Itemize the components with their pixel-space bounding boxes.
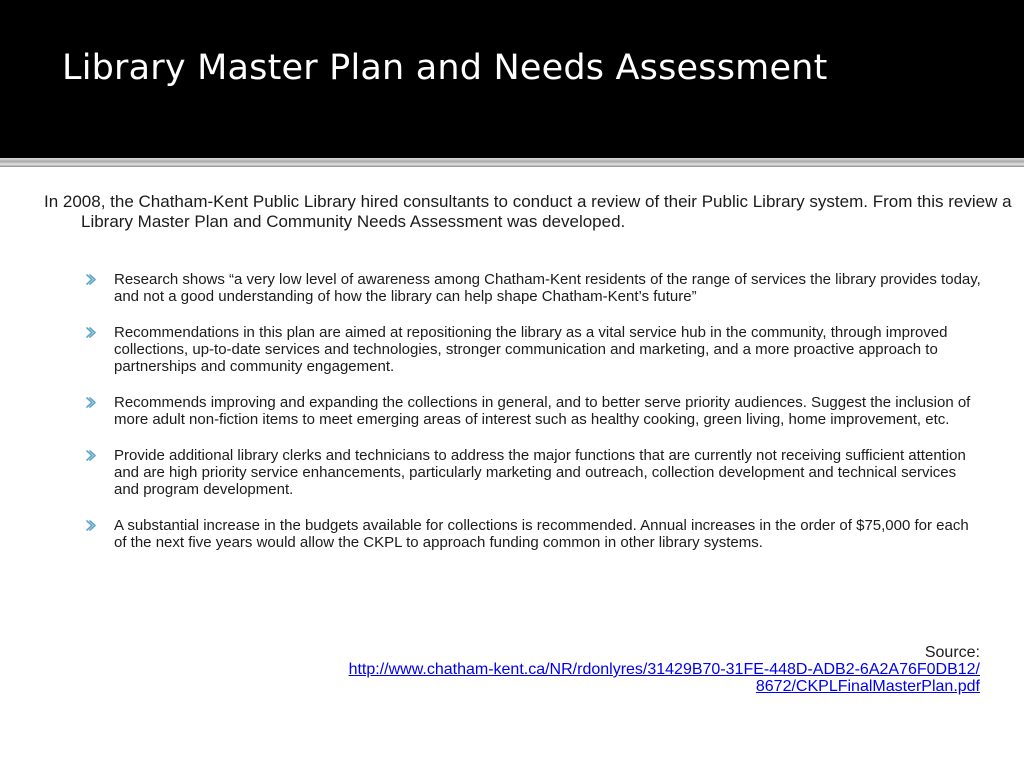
arrow-bullet-icon [84,324,98,341]
bullet-text: Recommends improving and expanding the collections in general, and to better serve priority audiences. Suggest the inclusion of more adult non-fiction items to meet emerging areas of interest such as healthy cooking, green living, home improvement, etc. [114,394,971,428]
source-link[interactable]: http://www.chatham-kent.ca/NR/rdonlyres/31429B70-31FE-448D-ADB2-6A2A76F0DB12/8672/CKPLFinalMasterPlan.pdf [348,661,980,695]
arrow-bullet-icon [84,271,98,288]
arrow-bullet-icon [84,447,98,464]
bullet-item [84,517,982,551]
slide-content [0,167,1024,768]
source-label: Source: [924,644,980,661]
intro-paragraph: In 2008, the Chatham-Kent Public Library hired consultants to conduct a review of their Public Library system. From this review a Library Master Plan and Community Needs Assessment was developed. [44,192,1012,231]
bullet-list [84,271,982,570]
bullet-item [84,447,982,498]
bullet-text: Research shows “a very low level of awareness among Chatham-Kent residents of the range of services the library provides today, and not a good understanding of how the library can help shape Chatham-Kent’s future” [114,271,981,305]
bullet-item [84,324,982,375]
slide-title: Library Master Plan and Needs Assessment [62,48,828,88]
title-bar [0,0,1024,158]
arrow-bullet-icon [84,394,98,411]
bullet-item [84,271,982,305]
bullet-text: Provide additional library clerks and technicians to address the major functions that are currently not receiving sufficient attention and are high priority service enhancements, particularly marketing and outreach, collection development and technical services and program development. [114,447,966,498]
bullet-text: A substantial increase in the budgets available for collections is recommended. Annual increases in the order of $75,000 for each of the next five years would allow the CKPL to approach funding common in other library systems. [114,517,969,551]
title-divider [0,158,1024,167]
bullet-text: Recommendations in this plan are aimed at repositioning the library as a vital service hub in the community, through improved collections, up-to-date services and technologies, stronger communication and marketing, and a more proactive approach to partnerships and community engagement. [114,324,948,375]
source-citation [340,644,980,695]
bullet-item [84,394,982,428]
arrow-bullet-icon [84,517,98,534]
